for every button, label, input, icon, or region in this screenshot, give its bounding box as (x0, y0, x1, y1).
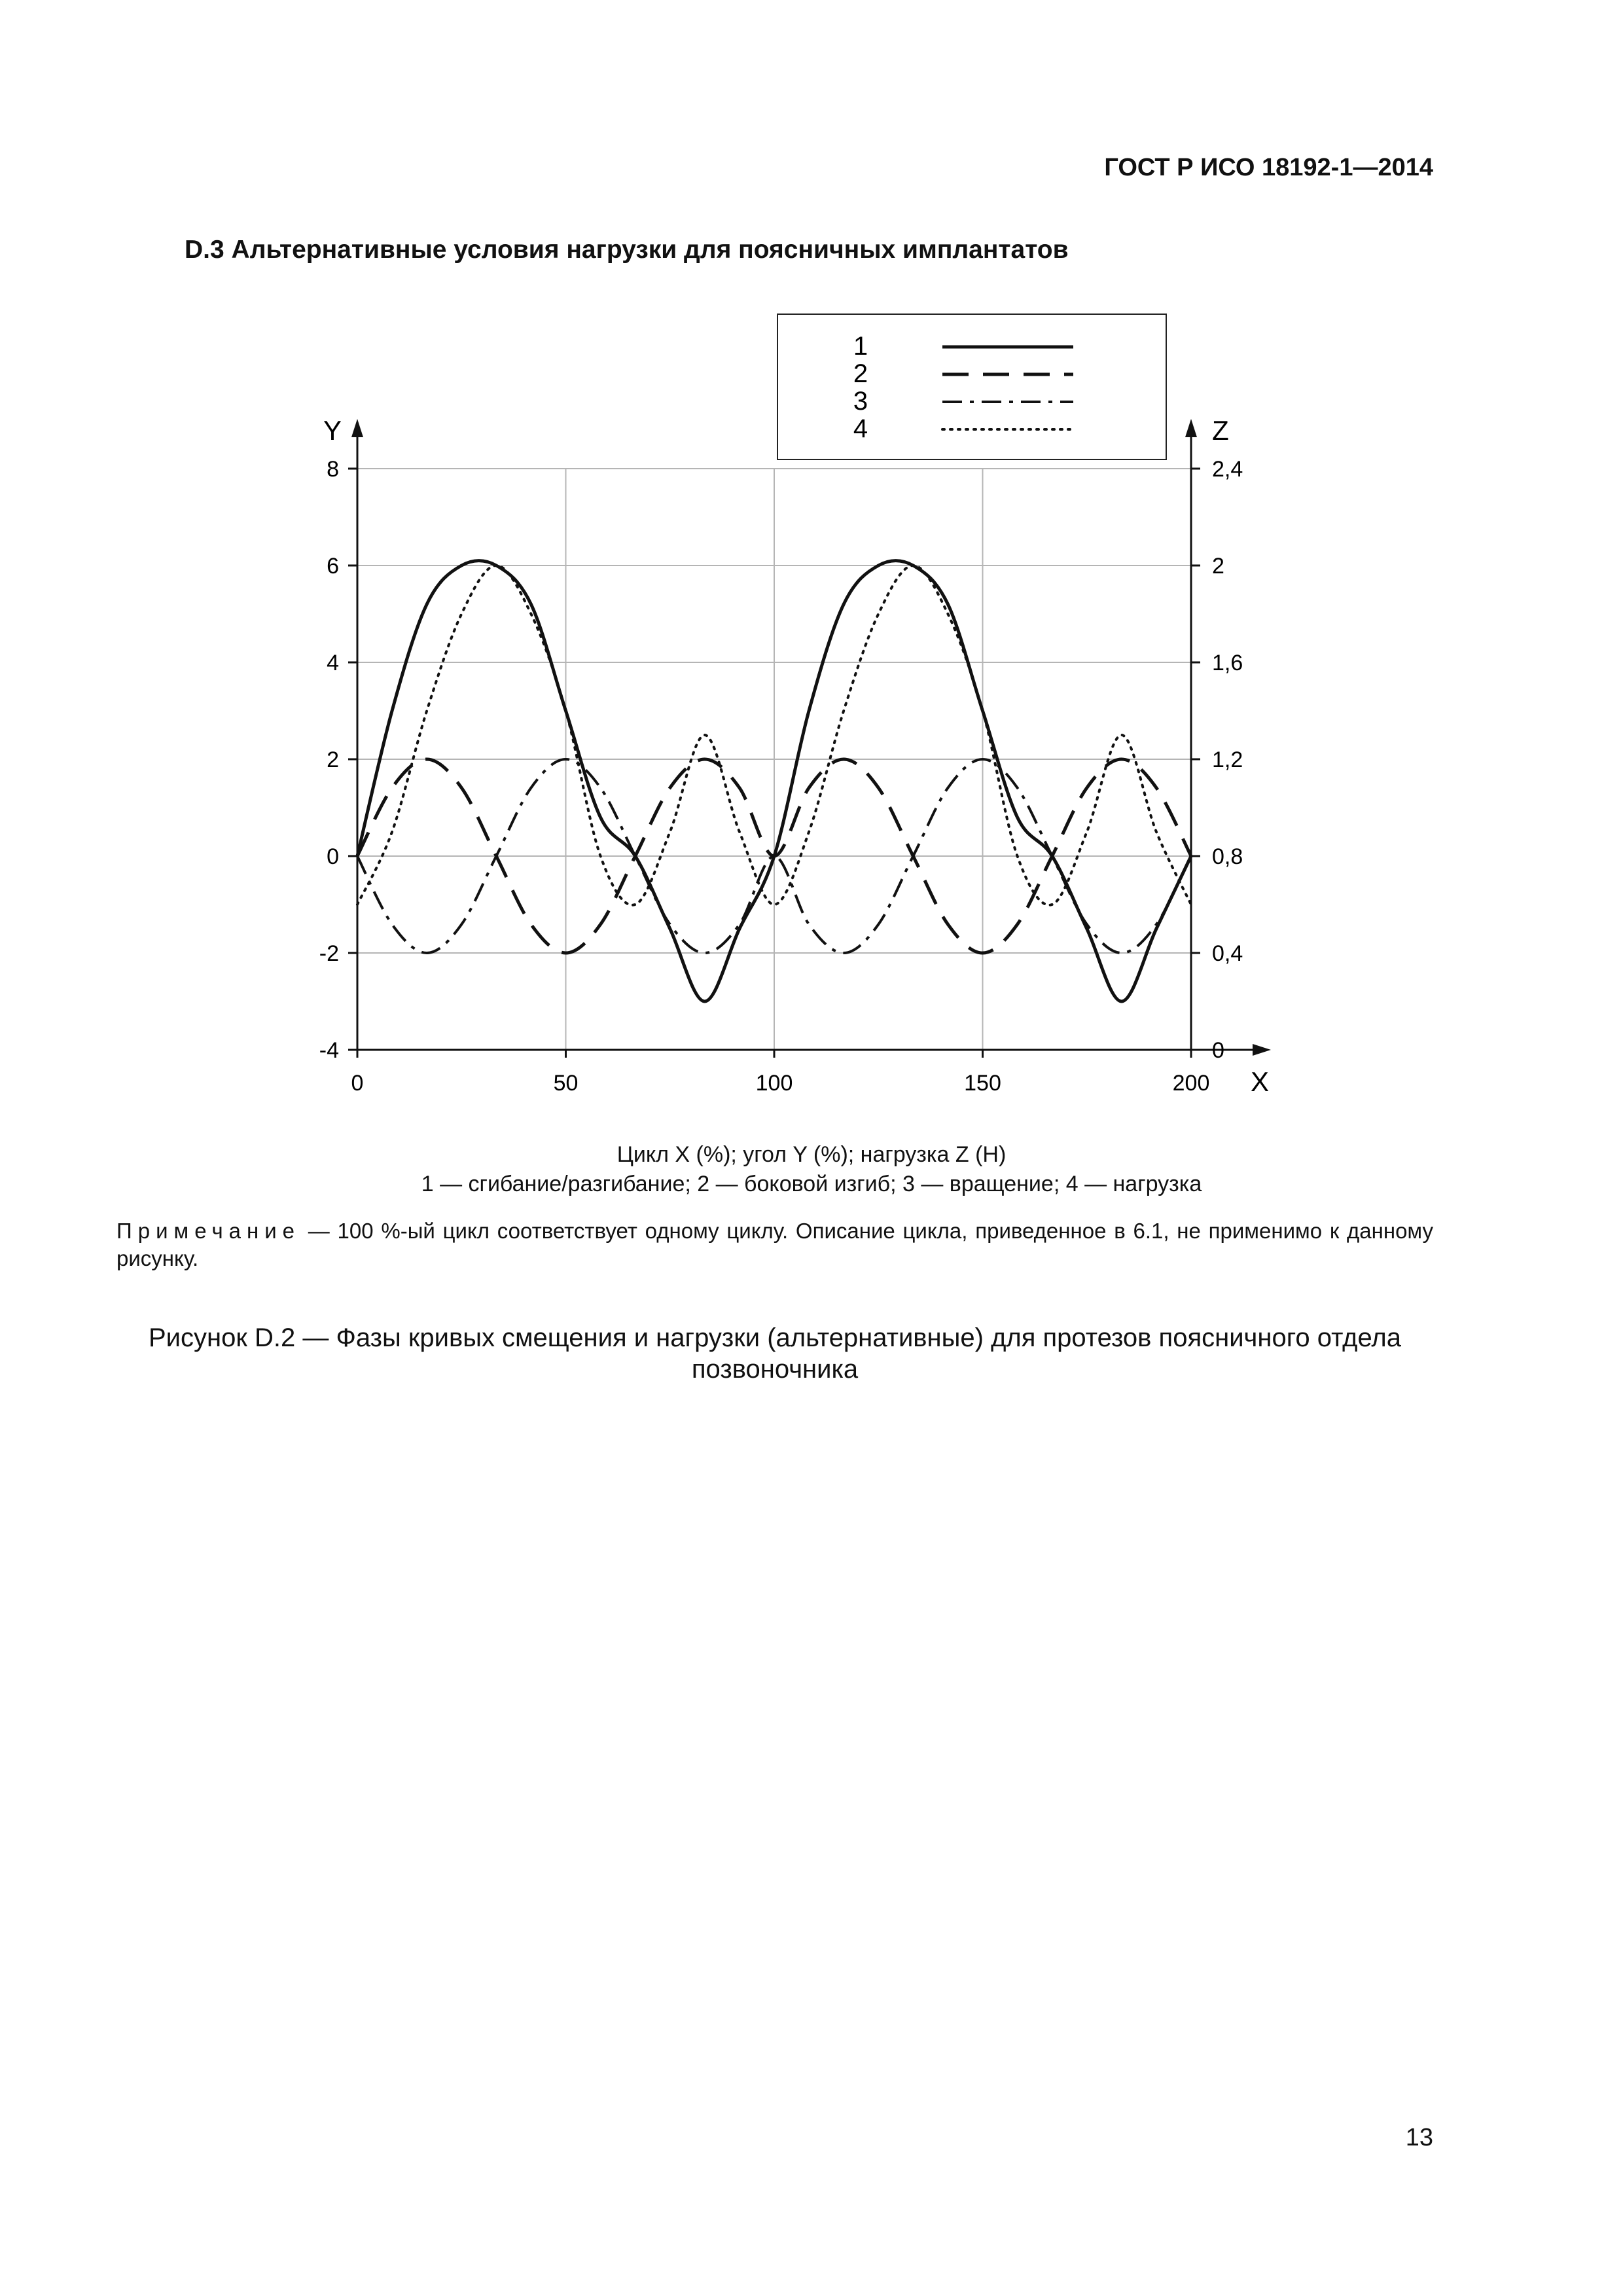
legend-label-2: 2 (853, 359, 868, 388)
y-tick-label: 0 (327, 844, 339, 869)
legend-box (777, 314, 1166, 459)
legend-label-4: 4 (853, 414, 868, 443)
document-code: ГОСТ Р ИСО 18192-1—2014 (1104, 154, 1433, 181)
x-axis-arrow (1253, 1044, 1271, 1056)
note-label: Примечание (116, 1219, 301, 1243)
page-number: 13 (1405, 2124, 1433, 2151)
note-text: — 100 %-ый цикл соответствует одному циклу. Описание цикла, приведенное в 6.1, не применимо к данному рисунку. (116, 1219, 1433, 1270)
figure-caption-legend: 1 — сгибание/разгибание; 2 — боковой изгиб; 3 — вращение; 4 — нагрузка (421, 1172, 1202, 1196)
chart-legend (777, 314, 1166, 459)
x-axis-label: X (1250, 1066, 1270, 1097)
y-tick-label: -2 (319, 941, 339, 966)
z-axis-arrow (1185, 419, 1197, 437)
y-tick-label: 6 (327, 554, 339, 579)
z-tick-label: 1,2 (1212, 747, 1243, 772)
section-heading: D.3 Альтернативные условия нагрузки для поясничных имплантатов (185, 236, 1069, 264)
z-tick-label: 2,4 (1212, 457, 1243, 482)
y-tick-label: 8 (327, 457, 339, 482)
y-axis-label: Y (323, 415, 342, 446)
x-tick-label: 200 (1172, 1071, 1210, 1096)
x-tick-label: 50 (553, 1071, 579, 1096)
legend-label-3: 3 (853, 387, 868, 416)
figure-caption-axes: Цикл X (%); угол Y (%); нагрузка Z (Н) (616, 1142, 1007, 1167)
figure-title: Рисунок D.2 — Фазы кривых смещения и нагрузки (альтернативные) для протезов поясничного отдела позвоночника (149, 1323, 1401, 1384)
z-tick-label: 0,4 (1212, 941, 1243, 966)
x-tick-label: 150 (964, 1071, 1001, 1096)
chart-grid (357, 469, 1191, 1050)
x-tick-label: 0 (351, 1071, 364, 1096)
y-tick-label: 4 (327, 651, 339, 675)
z-tick-label: 1,6 (1212, 651, 1243, 675)
z-tick-label: 0,8 (1212, 844, 1243, 869)
y-tick-label: 2 (327, 747, 339, 772)
legend-label-1: 1 (853, 332, 868, 361)
x-tick-label: 100 (755, 1071, 793, 1096)
figure-note (116, 1217, 1433, 1272)
y-tick-label: -4 (319, 1038, 339, 1063)
z-tick-label: 0 (1212, 1038, 1224, 1063)
y-axis-arrow (351, 419, 363, 437)
z-axis-label: Z (1212, 415, 1229, 446)
z-tick-label: 2 (1212, 554, 1224, 579)
